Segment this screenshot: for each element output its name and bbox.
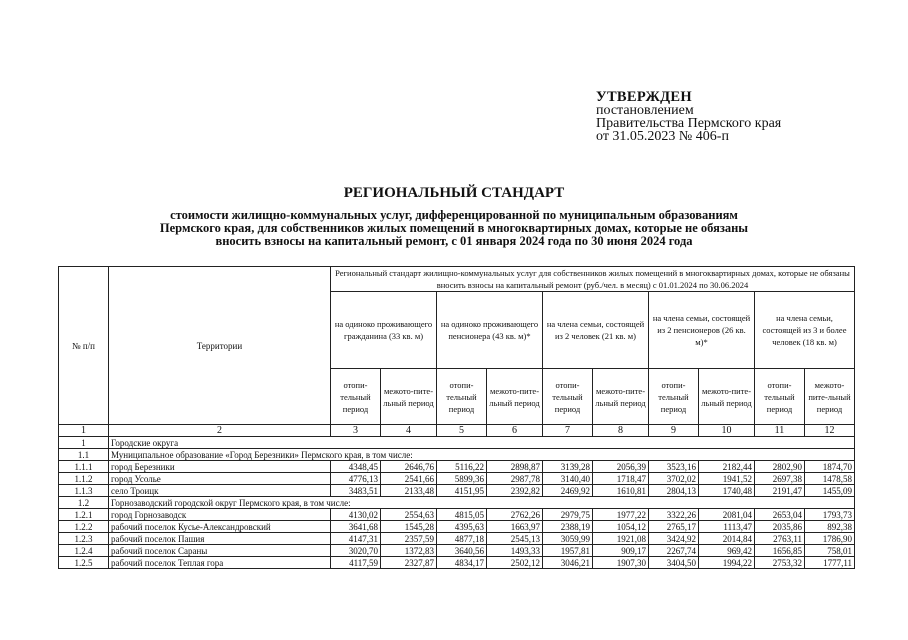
header-main: Региональный стандарт жилищно-коммунальных услуг для собственников жилых помещений в многоквартирных домах, которые не обязаны вносить взносы на капитальный ремонт (руб./чел. в месяц) с 01.01.2024 по 30.06.2024: [331, 267, 855, 292]
header-col-no: № п/п: [59, 267, 109, 425]
row-number: 1.2.3: [59, 533, 109, 545]
value-cell: 1054,12: [593, 521, 649, 533]
value-cell: 3139,28: [543, 461, 593, 473]
value-cell: 1977,22: [593, 509, 649, 521]
value-cell: 2697,38: [755, 473, 805, 485]
value-cell: 1455,09: [805, 485, 855, 497]
document-title: РЕГИОНАЛЬНЫЙ СТАНДАРТ: [343, 185, 565, 201]
section-row: [59, 497, 855, 509]
value-cell: 1874,70: [805, 461, 855, 473]
header-group-3: на члена семьи, состоящей из 2 человек (21 кв. м): [543, 292, 649, 369]
value-cell: 2133,48: [381, 485, 437, 497]
value-cell: 1921,08: [593, 533, 649, 545]
value-cell: 3640,56: [437, 545, 487, 557]
territory-name: рабочий поселок Пашия: [109, 533, 331, 545]
value-cell: 2081,04: [699, 509, 755, 521]
col-number: 4: [381, 425, 437, 437]
value-cell: 1941,52: [699, 473, 755, 485]
approval-line-2: постановлением: [596, 103, 694, 118]
value-cell: 1718,47: [593, 473, 649, 485]
section-name: Муниципальное образование «Город Березники» Пермского края, в том числе:: [109, 449, 855, 461]
col-number: 1: [59, 425, 109, 437]
col-number: 5: [437, 425, 487, 437]
header-col-territory: Территории: [109, 267, 331, 425]
header-group-5: на члена семьи, состоящей из 3 и более человек (18 кв. м): [755, 292, 855, 369]
value-cell: 1957,81: [543, 545, 593, 557]
col-number: 9: [649, 425, 699, 437]
value-cell: 3424,92: [649, 533, 699, 545]
value-cell: 3404,50: [649, 557, 699, 569]
value-cell: 3483,51: [331, 485, 381, 497]
value-cell: 5116,22: [437, 461, 487, 473]
header-heating-3: отопи-тельный период: [543, 369, 593, 425]
header-interheating-4: межото-пите-льный период: [699, 369, 755, 425]
value-cell: 1493,33: [487, 545, 543, 557]
row-number: 1.2.5: [59, 557, 109, 569]
header-interheating-2: межото-пите-льный период: [487, 369, 543, 425]
value-cell: 3020,70: [331, 545, 381, 557]
value-cell: 2763,11: [755, 533, 805, 545]
value-cell: 2191,47: [755, 485, 805, 497]
value-cell: 2392,82: [487, 485, 543, 497]
approval-title: УТВЕРЖДЕН: [596, 89, 692, 105]
value-cell: 4147,31: [331, 533, 381, 545]
value-cell: 3702,02: [649, 473, 699, 485]
value-cell: 3523,16: [649, 461, 699, 473]
value-cell: 3059,99: [543, 533, 593, 545]
value-cell: 2267,74: [649, 545, 699, 557]
value-cell: 4151,95: [437, 485, 487, 497]
value-cell: 1994,22: [699, 557, 755, 569]
value-cell: 969,42: [699, 545, 755, 557]
value-cell: 3322,26: [649, 509, 699, 521]
header-interheating-1: межото-пите-льный период: [381, 369, 437, 425]
table-row: [59, 473, 855, 485]
approval-line-4: от 31.05.2023 № 406-п: [596, 129, 729, 144]
col-number: 6: [487, 425, 543, 437]
value-cell: 1656,85: [755, 545, 805, 557]
row-number: 1.1: [59, 449, 109, 461]
value-cell: 2327,87: [381, 557, 437, 569]
value-cell: 2357,59: [381, 533, 437, 545]
value-cell: 1478,58: [805, 473, 855, 485]
value-cell: 2182,44: [699, 461, 755, 473]
header-heating-2: отопи-тельный период: [437, 369, 487, 425]
value-cell: 4348,45: [331, 461, 381, 473]
document-subtitle: [92, 209, 816, 247]
value-cell: 892,38: [805, 521, 855, 533]
table-row: [59, 485, 855, 497]
subtitle-line-2: Пермского края, для собственников жилых помещений в многоквартирных домах, которые не обязаны: [159, 220, 749, 235]
subtitle-line-3: вносить взносы на капитальный ремонт, с 01 января 2024 года по 30 июня 2024 года: [215, 233, 693, 248]
table-row: [59, 557, 855, 569]
value-cell: 1545,28: [381, 521, 437, 533]
value-cell: 2554,63: [381, 509, 437, 521]
value-cell: 909,17: [593, 545, 649, 557]
value-cell: 2545,13: [487, 533, 543, 545]
header-group-2: на одиноко проживающего пенсионера (43 кв. м)*: [437, 292, 543, 369]
section-row: [59, 449, 855, 461]
value-cell: 3641,68: [331, 521, 381, 533]
value-cell: 1610,81: [593, 485, 649, 497]
value-cell: 2502,12: [487, 557, 543, 569]
territory-name: город Усолье: [109, 473, 331, 485]
table-row: [59, 509, 855, 521]
row-number: 1.1.1: [59, 461, 109, 473]
col-number: 8: [593, 425, 649, 437]
col-number: 10: [699, 425, 755, 437]
value-cell: 2653,04: [755, 509, 805, 521]
approval-block: [596, 91, 781, 143]
value-cell: 4877,18: [437, 533, 487, 545]
value-cell: 2753,32: [755, 557, 805, 569]
value-cell: 2035,86: [755, 521, 805, 533]
row-number: 1.2: [59, 497, 109, 509]
value-cell: 3140,40: [543, 473, 593, 485]
value-cell: 3046,21: [543, 557, 593, 569]
header-heating-5: отопи-тельный период: [755, 369, 805, 425]
value-cell: 4117,59: [331, 557, 381, 569]
standards-table: [58, 266, 855, 569]
section-name: Городские округа: [109, 437, 855, 449]
value-cell: 5899,36: [437, 473, 487, 485]
value-cell: 4834,17: [437, 557, 487, 569]
value-cell: 4395,63: [437, 521, 487, 533]
territory-name: рабочий поселок Сараны: [109, 545, 331, 557]
value-cell: 1113,47: [699, 521, 755, 533]
table-row: [59, 533, 855, 545]
value-cell: 2056,39: [593, 461, 649, 473]
col-number: 3: [331, 425, 381, 437]
value-cell: 1786,90: [805, 533, 855, 545]
value-cell: 2014,84: [699, 533, 755, 545]
header-interheating-3: межото-пите-льный период: [593, 369, 649, 425]
value-cell: 2898,87: [487, 461, 543, 473]
section-row: [59, 437, 855, 449]
territory-name: село Троицк: [109, 485, 331, 497]
col-number: 7: [543, 425, 593, 437]
value-cell: 2388,19: [543, 521, 593, 533]
value-cell: 2979,75: [543, 509, 593, 521]
value-cell: 1907,30: [593, 557, 649, 569]
value-cell: 1777,11: [805, 557, 855, 569]
value-cell: 1793,73: [805, 509, 855, 521]
value-cell: 2541,66: [381, 473, 437, 485]
rows-group-a: [59, 461, 855, 497]
value-cell: 1663,97: [487, 521, 543, 533]
header-group-4: на члена семьи, состоящей из 2 пенсионеров (26 кв. м)*: [649, 292, 755, 369]
value-cell: 2646,76: [381, 461, 437, 473]
territory-name: рабочий поселок Теплая гора: [109, 557, 331, 569]
row-number: 1.1.3: [59, 485, 109, 497]
territory-name: город Березники: [109, 461, 331, 473]
value-cell: 2762,26: [487, 509, 543, 521]
row-number: 1.2.4: [59, 545, 109, 557]
value-cell: 1372,83: [381, 545, 437, 557]
subtitle-line-1: стоимости жилищно-коммунальных услуг, дифференцированной по муниципальным образованиям: [170, 208, 738, 222]
col-number: 11: [755, 425, 805, 437]
column-number-row: [59, 425, 855, 437]
row-number: 1.2.2: [59, 521, 109, 533]
territory-name: город Горнозаводск: [109, 509, 331, 521]
header-heating-1: отопи-тельный период: [331, 369, 381, 425]
col-number: 12: [805, 425, 855, 437]
value-cell: 4815,05: [437, 509, 487, 521]
rows-group-b: [59, 509, 855, 569]
table-row: [59, 461, 855, 473]
value-cell: 2802,90: [755, 461, 805, 473]
header-group-1: на одиноко проживающего гражданина (33 кв. м): [331, 292, 437, 369]
approval-line-3: Правительства Пермского края: [596, 116, 782, 131]
value-cell: 4776,13: [331, 473, 381, 485]
section-name: Горнозаводский городской округ Пермского края, в том числе:: [109, 497, 855, 509]
col-number: 2: [109, 425, 331, 437]
table-row: [59, 545, 855, 557]
header-interheating-5: межото-пите-льный период: [805, 369, 855, 425]
value-cell: 2469,92: [543, 485, 593, 497]
value-cell: 2804,13: [649, 485, 699, 497]
territory-name: рабочий поселок Кусье-Александровский: [109, 521, 331, 533]
row-number: 1: [59, 437, 109, 449]
value-cell: 2987,78: [487, 473, 543, 485]
row-number: 1.1.2: [59, 473, 109, 485]
value-cell: 758,01: [805, 545, 855, 557]
row-number: 1.2.1: [59, 509, 109, 521]
value-cell: 1740,48: [699, 485, 755, 497]
value-cell: 4130,02: [331, 509, 381, 521]
header-heating-4: отопи-тельный период: [649, 369, 699, 425]
value-cell: 2765,17: [649, 521, 699, 533]
table-row: [59, 521, 855, 533]
